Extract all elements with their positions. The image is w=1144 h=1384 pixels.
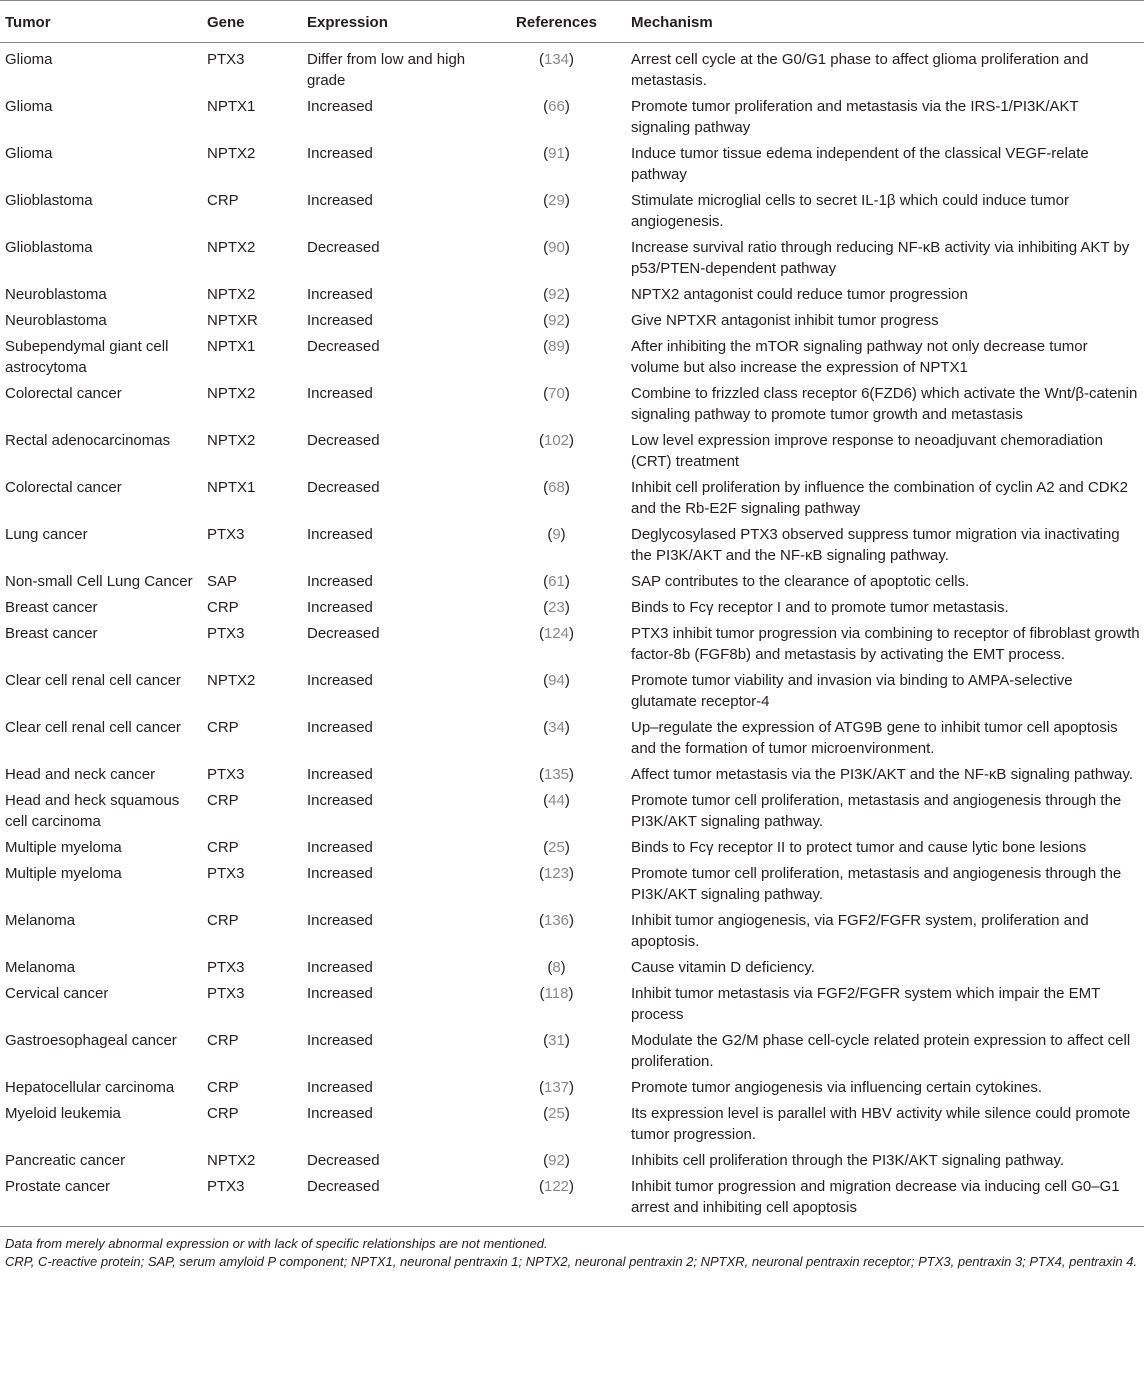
table-row (0, 860, 1144, 907)
cell-gene: CRP (207, 192, 239, 209)
table-row (0, 714, 1144, 761)
cell-mechanism: Binds to Fcγ receptor II to protect tumor and cause lytic bone lesions (631, 839, 1087, 856)
cell-tumor: Non-small Cell Lung Cancer (5, 573, 193, 590)
cell-tumor: Clear cell renal cell cancer (5, 672, 181, 689)
cell-tumor: Neuroblastoma (5, 312, 107, 329)
reference-link[interactable]: 9 (552, 526, 561, 543)
cell-reference: (89) (543, 338, 570, 355)
cell-mechanism: Promote tumor cell proliferation, metastasis and angiogenesis through the PI3K/AKT signaling pathway. (631, 865, 1122, 903)
cell-tumor: Breast cancer (5, 599, 98, 616)
cell-mechanism: SAP contributes to the clearance of apoptotic cells. (631, 573, 970, 590)
cell-expression: Decreased (307, 625, 380, 642)
reference-link[interactable]: 23 (548, 599, 565, 616)
reference-link[interactable]: 123 (543, 865, 570, 882)
cell-mechanism: Inhibits cell proliferation through the PI3K/AKT signaling pathway. (631, 1152, 1065, 1169)
table-row (0, 980, 1144, 1027)
header-tumor: Tumor (0, 1, 203, 43)
cell-mechanism: NPTX2 antagonist could reduce tumor progression (631, 286, 968, 303)
cell-expression: Increased (307, 385, 373, 402)
cell-mechanism: Promote tumor proliferation and metastasis via the IRS-1/PI3K/AKT signaling pathway (631, 98, 1079, 136)
cell-mechanism: Combine to frizzled class receptor 6(FZD6) which activate the Wnt/β-catenin signaling pathway to promote tumor growth and metastasis (631, 385, 1138, 423)
cell-mechanism: Deglycosylased PTX3 observed suppress tumor migration via inactivating the PI3K/AKT and the NF-κB signaling pathway. (631, 526, 1120, 564)
reference-link[interactable]: 118 (544, 985, 569, 1002)
cell-tumor: Subependymal giant cell astrocytoma (5, 338, 169, 376)
cell-reference: (25) (543, 1105, 570, 1122)
cell-expression: Increased (307, 719, 373, 736)
cell-reference: (23) (543, 599, 570, 616)
reference-link[interactable]: 89 (548, 338, 565, 355)
reference-link[interactable]: 25 (548, 1105, 565, 1122)
table-row (0, 1147, 1144, 1173)
table-row (0, 761, 1144, 787)
cell-tumor: Colorectal cancer (5, 479, 122, 496)
cell-reference: (92) (543, 312, 570, 329)
reference-link[interactable]: 68 (548, 479, 565, 496)
cell-gene: NPTXR (207, 312, 258, 329)
cell-expression: Increased (307, 98, 373, 115)
cell-gene: NPTX2 (207, 145, 256, 162)
cell-mechanism: Cause vitamin D deficiency. (631, 959, 815, 976)
reference-link[interactable]: 92 (548, 1152, 565, 1169)
cell-gene: PTX3 (207, 985, 245, 1002)
table-row (0, 333, 1144, 380)
cell-mechanism: Promote tumor cell proliferation, metastasis and angiogenesis through the PI3K/AKT signaling pathway. (631, 792, 1122, 830)
cell-mechanism: Promote tumor angiogenesis via influencing certain cytokines. (631, 1079, 1043, 1096)
cell-reference: (91) (543, 145, 570, 162)
cell-mechanism: Inhibit cell proliferation by influence the combination of cyclin A2 and CDK2 and the Rb-E2F signaling pathway (631, 479, 1128, 517)
table-footnotes (0, 1227, 1144, 1271)
table-row (0, 93, 1144, 140)
cell-gene: CRP (207, 1079, 239, 1096)
cell-reference: (31) (543, 1032, 570, 1049)
cell-gene: CRP (207, 839, 239, 856)
cell-expression: Increased (307, 865, 373, 882)
table-row (0, 954, 1144, 980)
cell-expression: Increased (307, 526, 373, 543)
cell-tumor: Glioma (5, 98, 53, 115)
cell-reference: (122) (486, 1173, 627, 1227)
reference-link[interactable]: 94 (548, 672, 565, 689)
cell-gene: CRP (207, 719, 239, 736)
cell-mechanism: Arrest cell cycle at the G0/G1 phase to affect glioma proliferation and metastasis. (631, 51, 1089, 89)
table-row (0, 907, 1144, 954)
cell-expression: Increased (307, 672, 373, 689)
cell-tumor: Cervical cancer (5, 985, 109, 1002)
cell-expression: Increased (307, 959, 373, 976)
cell-tumor: Prostate cancer (0, 1173, 203, 1227)
cell-mechanism: Induce tumor tissue edema independent of the classical VEGF-relate pathway (631, 145, 1089, 183)
cell-expression: Differ from low and high grade (307, 51, 466, 89)
table-row (0, 427, 1144, 474)
cell-tumor: Glioma (5, 51, 53, 68)
cell-reference: (90) (543, 239, 570, 256)
cell-gene: NPTX1 (207, 479, 256, 496)
cell-reference: (8) (547, 959, 566, 976)
cell-gene: CRP (207, 1032, 239, 1049)
table-row (0, 521, 1144, 568)
cell-expression: Increased (307, 312, 373, 329)
cell-reference: (136) (538, 912, 575, 929)
table-row (0, 594, 1144, 620)
cell-gene: NPTX1 (207, 338, 256, 355)
cell-gene: CRP (207, 912, 239, 929)
reference-link[interactable]: 61 (548, 573, 565, 590)
table-row (0, 1100, 1144, 1147)
table-row (0, 667, 1144, 714)
table-row (0, 43, 1144, 94)
cell-expression: Increased (307, 792, 373, 809)
cell-tumor: Lung cancer (5, 526, 88, 543)
cell-gene: NPTX2 (207, 239, 256, 256)
cell-reference: (123) (538, 865, 575, 882)
cell-gene: NPTX1 (207, 98, 256, 115)
cell-reference: (29) (543, 192, 570, 209)
table-row (0, 1173, 1144, 1227)
cell-reference: (134) (538, 51, 575, 68)
table-row (0, 568, 1144, 594)
table-row (0, 140, 1144, 187)
cell-gene: PTX3 (207, 625, 245, 642)
reference-link[interactable]: 91 (548, 145, 565, 162)
cell-tumor: Glioblastoma (5, 192, 93, 209)
cell-reference: (102) (538, 432, 575, 449)
cell-mechanism: PTX3 inhibit tumor progression via combining to receptor of fibroblast growth factor-8b (FGF8b) and metastasis by activating the EMT process. (631, 625, 1140, 663)
cell-tumor: Hepatocellular carcinoma (5, 1079, 175, 1096)
cell-reference: (9) (547, 526, 566, 543)
table-row (0, 380, 1144, 427)
cell-tumor: Rectal adenocarcinomas (5, 432, 171, 449)
reference-link[interactable]: 135 (543, 766, 570, 783)
reference-link[interactable]: 34 (548, 719, 565, 736)
cell-reference: (124) (538, 625, 575, 642)
cell-reference: (66) (543, 98, 570, 115)
reference-link[interactable]: 8 (552, 959, 561, 976)
cell-reference: (92) (543, 1152, 570, 1169)
cell-expression: Increased (307, 573, 373, 590)
reference-link[interactable]: 66 (548, 98, 565, 115)
cell-tumor: Gastroesophageal cancer (5, 1032, 177, 1049)
table-row (0, 281, 1144, 307)
cell-reference: (34) (543, 719, 570, 736)
cell-tumor: Neuroblastoma (5, 286, 107, 303)
header-row (0, 1, 1144, 43)
reference-link[interactable]: 25 (548, 839, 565, 856)
cell-mechanism: Increase survival ratio through reducing NF-κB activity via inhibiting AKT by p53/PTEN-dependent pathway (631, 239, 1130, 277)
reference-link[interactable]: 92 (548, 312, 565, 329)
cell-mechanism: Give NPTXR antagonist inhibit tumor progress (631, 312, 939, 329)
cell-expression: Decreased (307, 1152, 380, 1169)
cell-expression: Increased (307, 1032, 373, 1049)
cell-gene: PTX3 (203, 1173, 303, 1227)
table-row (0, 1074, 1144, 1100)
cell-expression: Increased (307, 766, 373, 783)
cell-reference: (61) (543, 573, 570, 590)
cell-reference: (92) (543, 286, 570, 303)
cell-gene: CRP (207, 1105, 239, 1122)
cell-gene: NPTX2 (207, 672, 256, 689)
reference-link[interactable]: 124 (543, 625, 570, 642)
reference-link[interactable]: 92 (548, 286, 565, 303)
reference-link[interactable]: 136 (543, 912, 570, 929)
reference-link[interactable]: 102 (543, 432, 570, 449)
cell-tumor: Multiple myeloma (5, 865, 122, 882)
header-expression: Expression (303, 1, 486, 43)
cell-tumor: Melanoma (5, 912, 76, 929)
table-body (0, 43, 1144, 1227)
table-row (0, 834, 1144, 860)
cell-mechanism: Up–regulate the expression of ATG9B gene to inhibit tumor cell apoptosis and the formation of tumor microenvironment. (631, 719, 1118, 757)
cell-mechanism: Affect tumor metastasis via the PI3K/AKT and the NF-κB signaling pathway. (631, 766, 1133, 783)
reference-link[interactable]: 90 (548, 239, 565, 256)
cell-reference: (68) (543, 479, 570, 496)
reference-link[interactable]: 122 (543, 1178, 570, 1195)
cell-gene: NPTX2 (207, 385, 256, 402)
cell-tumor: Head and neck cancer (5, 766, 156, 783)
reference-link[interactable]: 137 (543, 1079, 570, 1096)
cell-tumor: Clear cell renal cell cancer (5, 719, 181, 736)
cell-tumor: Pancreatic cancer (5, 1152, 126, 1169)
cell-gene: CRP (207, 599, 239, 616)
cell-reference: (118) (539, 985, 574, 1002)
table-row (0, 187, 1144, 234)
table-row (0, 307, 1144, 333)
reference-link[interactable]: 44 (548, 792, 565, 809)
cell-expression: Increased (307, 985, 373, 1002)
cell-mechanism: Promote tumor viability and invasion via binding to AMPA-selective glutamate receptor-4 (631, 672, 1073, 710)
cell-tumor: Multiple myeloma (5, 839, 122, 856)
reference-link[interactable]: 134 (543, 51, 570, 68)
footnote-abbreviations: CRP, C-reactive protein; SAP, serum amyloid P component; NPTX1, neuronal pentraxin 1; NPTX2, neuronal pentraxin 2; NPTXR, neuronal pentraxin receptor; PTX3, pentraxin 3; PTX4, pentraxin 4. (5, 1254, 1138, 1269)
cell-tumor: Glioma (5, 145, 53, 162)
cell-expression: Increased (307, 192, 373, 209)
cell-expression: Decreased (307, 338, 380, 355)
table-row (0, 1027, 1144, 1074)
cell-expression: Decreased (307, 432, 380, 449)
cell-mechanism: Stimulate microglial cells to secret IL-1β which could induce tumor angiogenesis. (631, 192, 1069, 230)
cell-expression: Decreased (307, 239, 380, 256)
cell-reference: (135) (538, 766, 575, 783)
cell-mechanism: Its expression level is parallel with HBV activity while silence could promote tumor progression. (631, 1105, 1131, 1143)
header-gene: Gene (203, 1, 303, 43)
cell-expression: Increased (307, 145, 373, 162)
cell-gene: NPTX2 (207, 286, 256, 303)
cell-expression: Increased (307, 599, 373, 616)
reference-link[interactable]: 29 (548, 192, 565, 209)
cell-tumor: Melanoma (5, 959, 76, 976)
cell-mechanism: Inhibit tumor metastasis via FGF2/FGFR system which impair the EMT process (631, 985, 1101, 1023)
cell-expression: Increased (307, 286, 373, 303)
cell-tumor: Head and heck squamous cell carcinoma (5, 792, 180, 830)
cell-gene: PTX3 (207, 526, 245, 543)
table-row (0, 620, 1144, 667)
cell-gene: CRP (207, 792, 239, 809)
cell-reference: (25) (543, 839, 570, 856)
cell-mechanism: Low level expression improve response to neoadjuvant chemoradiation (CRT) treatment (631, 432, 1103, 470)
cell-tumor: Colorectal cancer (5, 385, 122, 402)
cell-gene: PTX3 (207, 766, 245, 783)
reference-link[interactable]: 31 (548, 1032, 565, 1049)
header-references: References (486, 1, 627, 43)
cell-gene: PTX3 (207, 865, 245, 882)
cell-tumor: Glioblastoma (5, 239, 93, 256)
cell-reference: (70) (543, 385, 570, 402)
cell-tumor: Breast cancer (5, 625, 98, 642)
footnote-data-note: Data from merely abnormal expression or with lack of specific relationships are not mentioned. (5, 1236, 548, 1251)
cell-reference: (137) (538, 1079, 575, 1096)
cell-expression: Decreased (303, 1173, 486, 1227)
cell-expression: Increased (307, 1105, 373, 1122)
cell-mechanism: Binds to Fcγ receptor I and to promote tumor metastasis. (631, 599, 1009, 616)
cell-expression: Increased (307, 912, 373, 929)
cell-tumor: Myeloid leukemia (5, 1105, 121, 1122)
cell-gene: NPTX2 (207, 1152, 256, 1169)
cell-mechanism: Inhibit tumor progression and migration decrease via inducing cell G0–G1 arrest and inhibiting cell apoptosis (627, 1173, 1144, 1227)
cell-gene: NPTX2 (207, 432, 256, 449)
cell-expression: Increased (307, 839, 373, 856)
cell-gene: SAP (207, 573, 238, 590)
reference-link[interactable]: 70 (548, 385, 565, 402)
cell-reference: (94) (543, 672, 570, 689)
table-row (0, 787, 1144, 834)
cell-expression: Increased (307, 1079, 373, 1096)
cell-mechanism: Inhibit tumor angiogenesis, via FGF2/FGFR system, proliferation and apoptosis. (631, 912, 1089, 950)
cell-gene: PTX3 (207, 51, 245, 68)
cell-mechanism: Modulate the G2/M phase cell-cycle related protein expression to affect cell proliferation. (631, 1032, 1131, 1070)
cell-mechanism: After inhibiting the mTOR signaling pathway not only decrease tumor volume but also increase the expression of NPTX1 (631, 338, 1088, 376)
table-row (0, 234, 1144, 281)
header-mechanism: Mechanism (627, 1, 1144, 43)
cell-expression: Decreased (307, 479, 380, 496)
cell-gene: PTX3 (207, 959, 245, 976)
cell-reference: (44) (543, 792, 570, 809)
table-row (0, 474, 1144, 521)
table-header (0, 1, 1144, 43)
